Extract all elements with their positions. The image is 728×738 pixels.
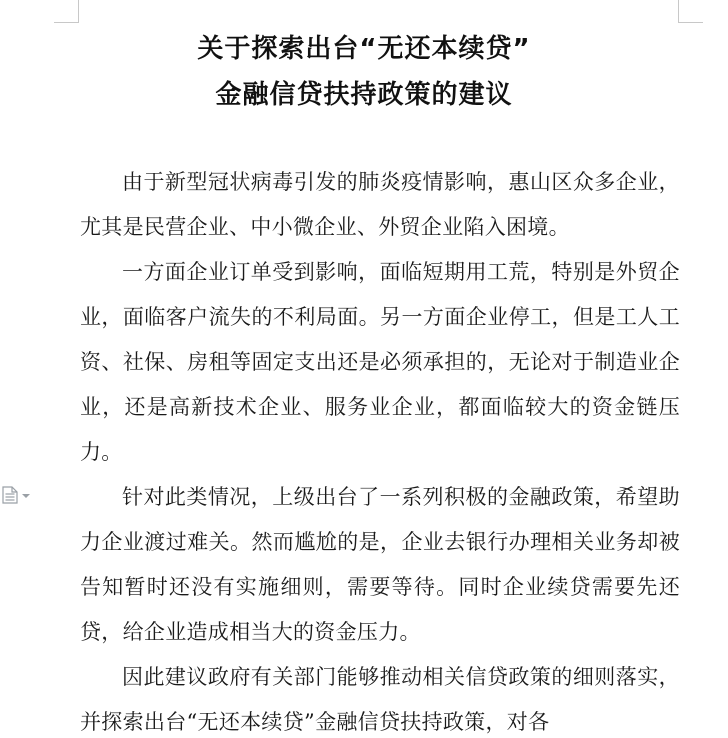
paragraph-1: 由于新型冠状病毒引发的肺炎疫情影响，惠山区众多企业，尤其是民营企业、中小微企业、外贸企业陷入困境。	[80, 170, 680, 239]
chevron-down-icon	[22, 494, 30, 498]
paragraph-2: 一方面企业订单受到影响，面临短期用工荒，特别是外贸企业，面临客户流失的不利局面。另一方面企业停工，但是工人工资、社保、房租等固定支出还是必须承担的，无论对于制造业企业，还是高新技术企业、服务业企业，都面临较大的资金链压力。	[80, 260, 680, 464]
paragraph-options-button[interactable]	[2, 486, 42, 504]
document-title-line-2: 金融信贷扶持政策的建议	[215, 80, 513, 110]
paragraph-3: 针对此类情况，上级出台了一系列积极的金融政策，希望助力企业渡过难关。然而尴尬的是，企业去银行办理相关业务却被告知暂时还没有实施细则，需要等待。同时企业续贷需要先还贷，给企业造成相当大的资金压力。	[80, 485, 680, 644]
document-lines-icon	[2, 486, 18, 504]
page-corner-mark-top-right	[678, 0, 703, 23]
page-corner-mark-top-left	[54, 0, 79, 23]
document-body	[80, 160, 680, 738]
paragraph-4: 因此建议政府有关部门能够推动相关信贷政策的细则落实，并探索出台“无还本续贷”金融信贷扶持政策，对各	[80, 665, 680, 734]
document-title-line-1: 关于探索出台“无还本续贷”	[197, 34, 531, 64]
